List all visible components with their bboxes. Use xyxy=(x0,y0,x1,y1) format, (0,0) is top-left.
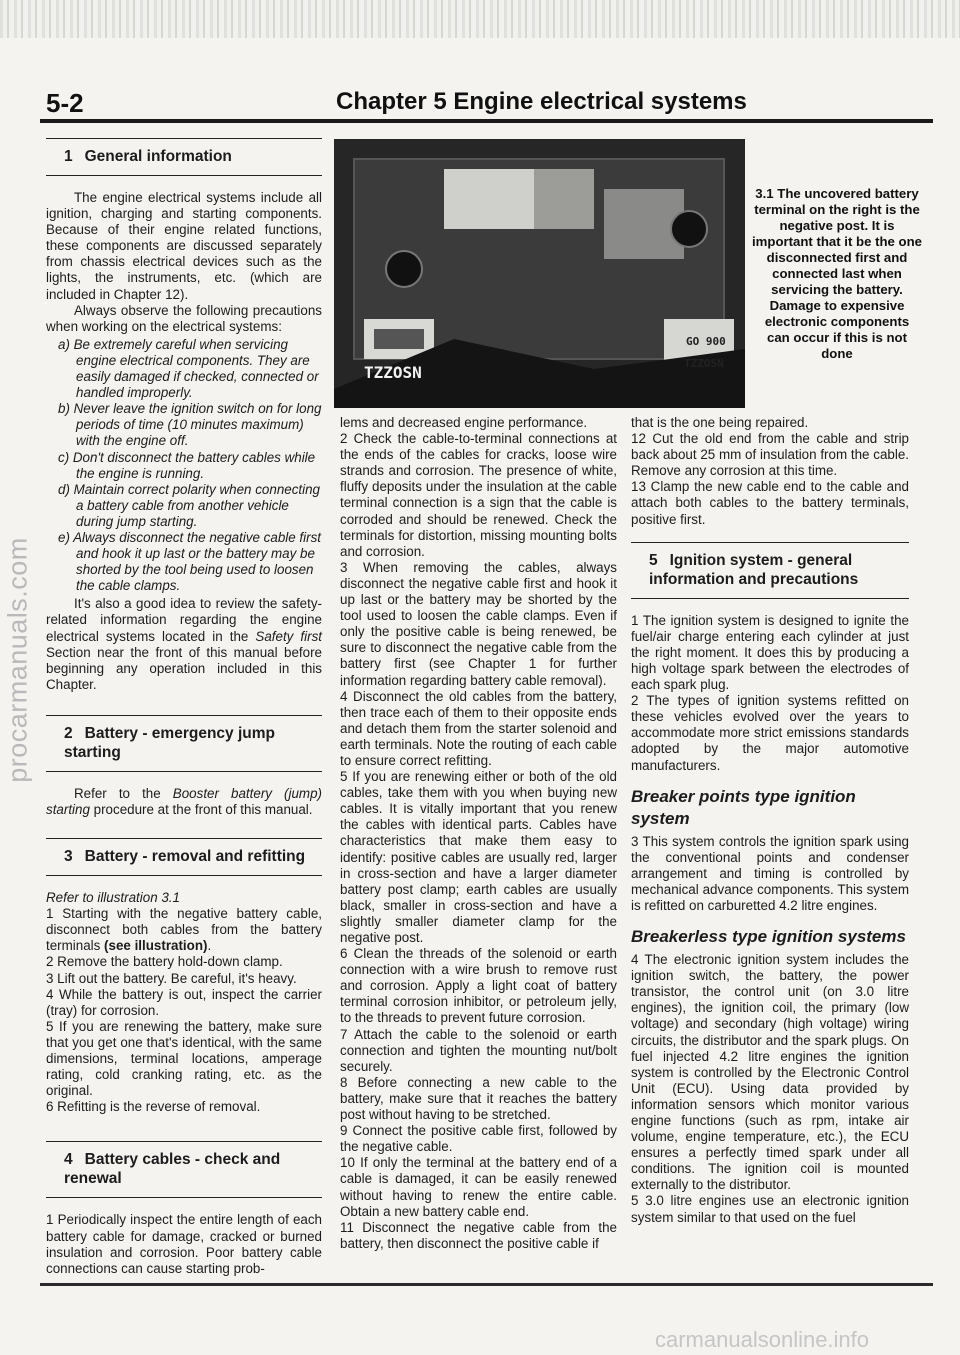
section-heading-1 xyxy=(46,138,322,176)
chapter-title: Chapter 5 Engine electrical systems xyxy=(336,88,747,115)
list-item: d) Maintain correct polarity when connecting a battery cable from another vehicle during jump starting. xyxy=(58,481,320,529)
text-run: Refer to the xyxy=(74,785,173,801)
paragraph: 5 If you are renewing either or both of the old cables, take them with you when buying new cables. It is vitally important that you renew the cables with identical parts. Cables have characteristics that make them easy to identify: positive cables are usually red, larger in cross-section and have a larger diameter battery post clamp; earth cables are usually black, smaller in cross-section and have a slightly smaller diameter clamp for the negative post. xyxy=(340,769,617,945)
section-number: 2 xyxy=(64,724,73,742)
section-heading-3 xyxy=(46,838,322,876)
section-title: Battery - emergency jump starting xyxy=(64,724,275,761)
section-title: Battery cables - check and renewal xyxy=(64,1151,281,1188)
list-item: c) Don't disconnect the battery cables while the engine is running. xyxy=(58,449,316,481)
paragraph: 13 Clamp the new cable end to the cable and attach both cables to the battery terminals, positive first. xyxy=(631,479,909,527)
text-run-italic: Booster battery (jump) starting xyxy=(46,785,322,817)
header-rule xyxy=(40,119,933,123)
column-right xyxy=(631,415,909,1226)
paragraph: 3 This system controls the ignition spark using the conventional points and condenser arrangement and timing is controlled by mechanical advance components. This system is refitted on carburetted 4.2 litre engines. xyxy=(631,833,909,913)
section-heading-2 xyxy=(46,715,322,772)
illustration-reference: Refer to illustration 3.1 xyxy=(46,890,180,906)
paragraph: 7 Attach the cable to the solenoid or earth connection and tighten the mounting nut/bolt securely. xyxy=(340,1026,617,1074)
photo-label: GO 900 xyxy=(686,335,726,348)
figure-caption: 3.1 The uncovered battery terminal on the right is the negative post. It is important that it be the one disconnected first and connected last when servicing the battery. Damage to expensive electronic components can occur if this is not done xyxy=(752,186,922,361)
side-watermark-text: procarmanuals.com xyxy=(2,537,33,783)
subheading: Breakerless type ignition systems xyxy=(631,927,906,947)
paragraph: 1 The ignition system is designed to ignite the fuel/air charge entering each cylinder at just the right moment. It does this by producing a high voltage spark between the electrodes of each spark plug. xyxy=(631,612,909,693)
paragraph: 2 The types of ignition systems refitted on these vehicles evolved over the years to accommodate more strict emissions standards adopted by the major automotive manufacturers. xyxy=(631,693,909,773)
paragraph: 9 Connect the positive cable first, followed by the negative cable. xyxy=(340,1123,617,1155)
scan-noise-band xyxy=(0,0,960,38)
paragraph: that is the one being repaired. xyxy=(631,415,809,430)
paragraph: 5 3.0 litre engines use an electronic ignition system similar to that used on the fuel xyxy=(631,1193,909,1225)
text-run: 1 Starting with the negative battery cable, disconnect both cables from the battery terminals xyxy=(46,906,322,954)
footer-rule xyxy=(40,1283,933,1286)
paragraph xyxy=(46,596,322,693)
paragraph: 3 When removing the cables, always disconnect the negative cable first and hook it up last or the battery may be shorted by the tool used to loosen the cable clamps. Even if only the positive cable is being renewed, be sure to disconnect the negative cable from the battery first (see Chapter 1 for further information regarding battery cable removal). xyxy=(340,559,617,688)
section-title: Battery - removal and refitting xyxy=(84,848,306,866)
battery-photo xyxy=(334,139,745,408)
paragraph: 4 The electronic ignition system includes the ignition switch, the battery, the power transistor, the control unit (on 3.0 litre engines), the ignition coil, the primary (low voltage) and secondary (high voltage) wiring circuits, the distributor and the spark plugs. On fuel injected 4.2 litre engines the ignition system is controlled by the Electronic Control Unit (ECU). Using data provided by information sensors which monitor various engine functions (such as rpm, intake air volume, engine temperature, etc.), the ECU ensures a perfectly timed spark under all conditions. The ignition coil is mounted externally to the distributor. xyxy=(631,952,909,1193)
text-run: Section near the front of this manual before beginning any operation included in this Chapter. xyxy=(46,644,322,692)
paragraph: 2 Check the cable-to-terminal connections at the ends of the cables for cracks, loose wire strands and corrosion. The presence of white, fluffy deposits under the insulation at the cable terminal connection is a sign that the cable is corroded and should be renewed. Check the terminals for distortion, missing mounting bolts and corrosion. xyxy=(340,431,617,559)
list-item: e) Always disconnect the negative cable first and hook it up last or the battery may be shorted by the tool being used to loosen the cable clamps. xyxy=(58,529,321,594)
paragraph: 12 Cut the old end from the cable and strip back about 25 mm of insulation from the cable. Remove any corrosion at this time. xyxy=(631,431,909,479)
text-run: . xyxy=(207,938,212,954)
text-run: It's also a good idea to review the safety-related information regarding the engine electrical systems located in the xyxy=(46,596,322,644)
column-middle xyxy=(340,415,617,1252)
section-title: Ignition system - general information and precautions xyxy=(649,551,859,588)
paragraph: 10 If only the terminal at the battery end of a cable is damaged, it can be easily renewed without having to renew the entire cable. Obtain a new battery cable end. xyxy=(340,1155,617,1219)
paragraph: 6 Clean the threads of the solenoid or earth connection with a wire brush to remove rust and corrosion. Apply a light coat of battery terminal corrosion inhibitor, or petroleum jelly, to the threads to prevent future corrosion. xyxy=(340,946,617,1026)
paragraph: 8 Before connecting a new cable to the battery, make sure that it reaches the battery post without having to be stretched. xyxy=(340,1074,617,1123)
paragraph: The engine electrical systems include all ignition, charging and starting components. Because of their engine related functions, these components are discussed separately from chassis electrical devices such as the lights, the instruments, etc. (which are included in Chapter 12). xyxy=(46,190,322,302)
section-number: 5 xyxy=(649,551,658,569)
paragraph: 11 Disconnect the negative cable from the battery, then disconnect the positive cable if xyxy=(340,1219,617,1251)
text-run-bold: (see illustration) xyxy=(104,938,208,954)
paragraph: 4 While the battery is out, inspect the carrier (tray) for corrosion. xyxy=(46,986,322,1018)
side-watermark xyxy=(0,537,38,783)
photo-label: TZZOSN xyxy=(684,357,724,370)
section-heading-5 xyxy=(631,542,909,599)
paragraph xyxy=(46,906,322,954)
paragraph: 5 If you are renewing the battery, make sure that you get one that's identical, with the same dimensions, terminal locations, amperage rating, cold cranking rating, etc. as the original. xyxy=(46,1018,322,1099)
section-number: 3 xyxy=(64,848,73,866)
paragraph: 2 Remove the battery hold-down clamp. xyxy=(46,954,283,970)
list-item: a) Be extremely careful when servicing engine electrical components. They are easily damaged if checked, connected or handled improperly. xyxy=(58,336,319,401)
column-left xyxy=(46,138,322,1277)
page-header xyxy=(46,88,916,122)
section-heading-4 xyxy=(46,1141,322,1198)
paragraph: Always observe the following precautions when working on the electrical systems: xyxy=(46,302,322,334)
photo-label: TZZOSN xyxy=(364,363,422,382)
paragraph: 4 Disconnect the old cables from the battery, then trace each of them to their opposite ends and detach them from the starter solenoid and earth terminals. Note the routing of each cable to ensure correct refitting. xyxy=(340,688,617,768)
section-number: 4 xyxy=(64,1151,73,1169)
precautions-list xyxy=(46,337,322,595)
section-number: 1 xyxy=(64,148,73,165)
paragraph: lems and decreased engine performance. xyxy=(340,415,588,430)
paragraph: 3 Lift out the battery. Be careful, it's heavy. xyxy=(46,970,297,986)
list-item: b) Never leave the ignition switch on for long periods of time (10 minutes maximum) with the engine off. xyxy=(58,401,322,449)
page-number: 5-2 xyxy=(46,88,84,118)
subheading: Breaker points type ignition system xyxy=(631,786,856,828)
text-run-italic: Safety first xyxy=(255,628,322,644)
paragraph: 1 Periodically inspect the entire length of each battery cable for damage, cracked or burned insulation and corrosion. Poor battery cable connections can cause starting prob- xyxy=(46,1212,322,1276)
section-title: General information xyxy=(84,148,232,165)
paragraph: 6 Refitting is the reverse of removal. xyxy=(46,1099,261,1115)
paragraph xyxy=(46,786,322,818)
footer-watermark: carmanualsonline.info xyxy=(655,1327,870,1352)
text-run: procedure at the front of this manual. xyxy=(89,802,313,817)
